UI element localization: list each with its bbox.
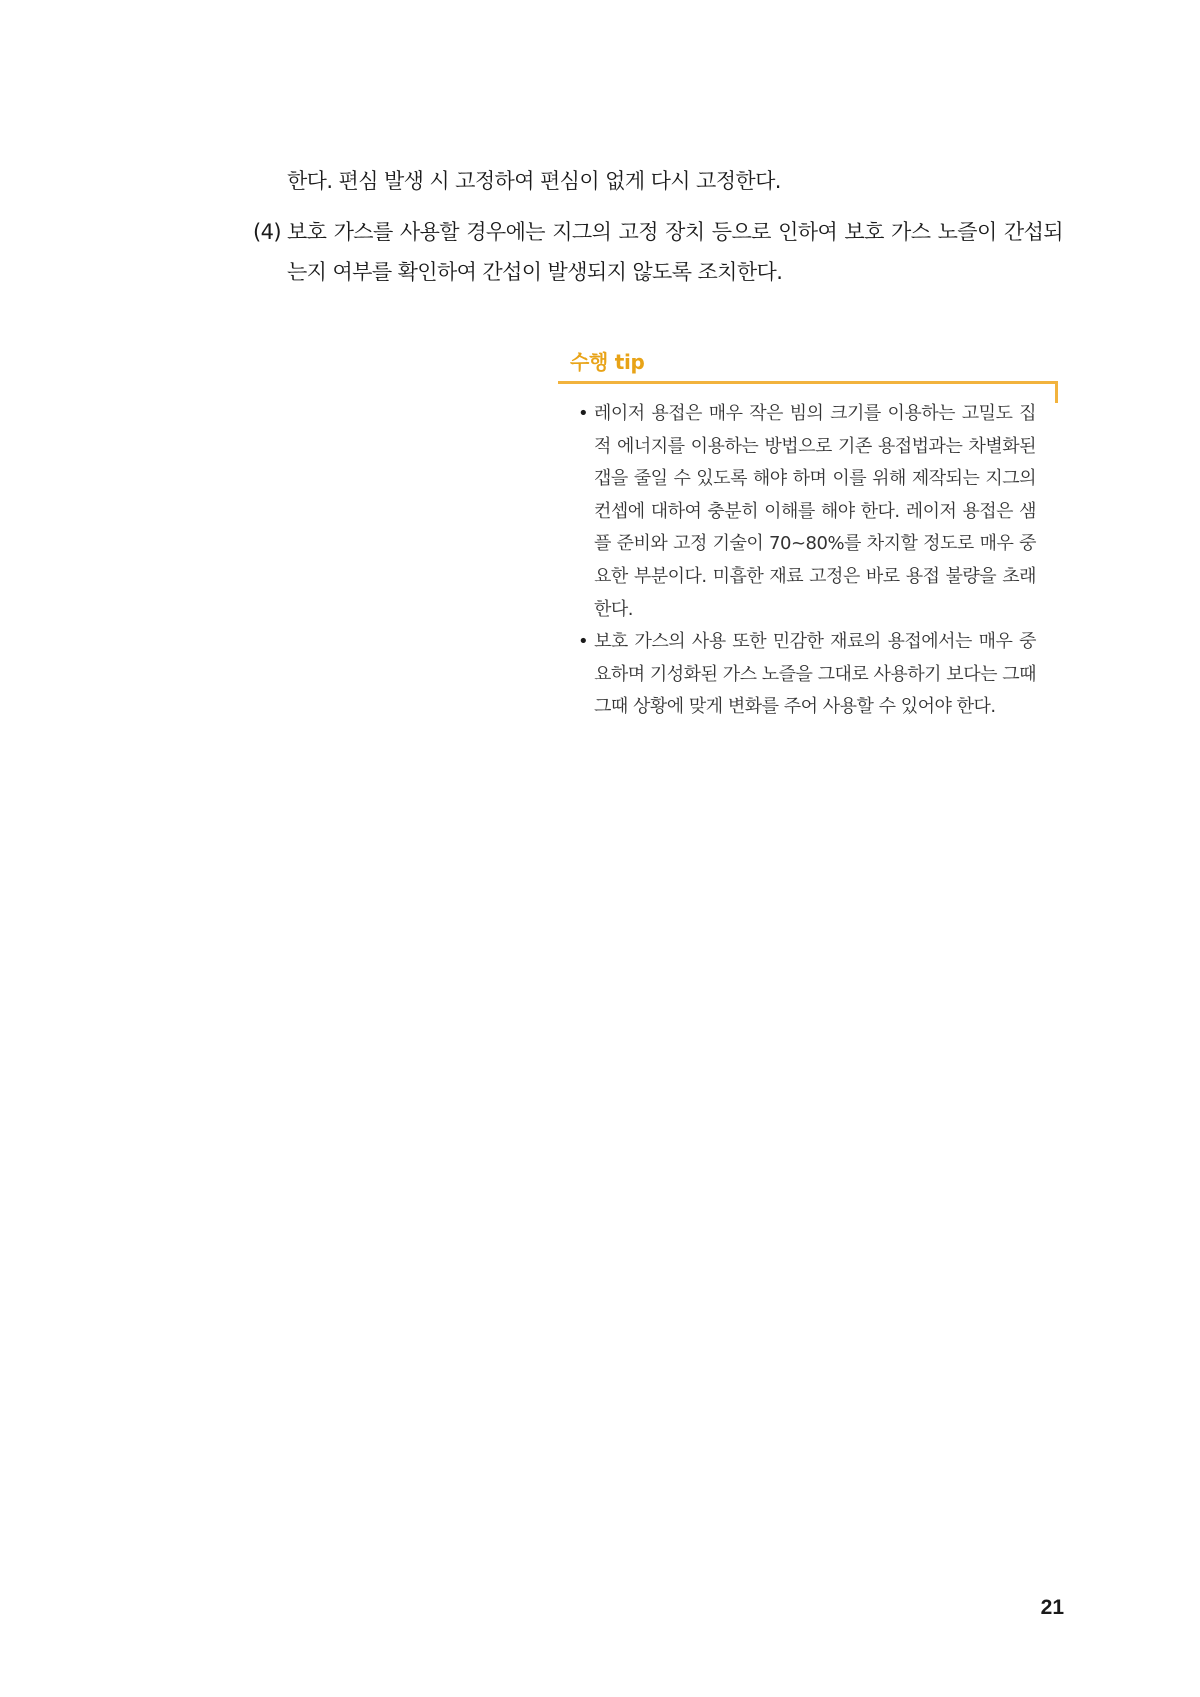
tip-item-text: 보호 가스의 사용 또한 민감한 재료의 용접에서는 매우 중요하며 기성화된 가스 노즐을 그대로 사용하기 보다는 그때그때 상황에 맞게 변화를 주어 사용할 수 있어야 한다. — [594, 631, 1036, 718]
tip-item-1 — [580, 398, 1036, 626]
bullet-icon: • — [578, 403, 589, 424]
list-item-number: (4) — [253, 220, 281, 244]
tip-item-text: 레이저 용접은 매우 작은 빔의 크기를 이용하는 고밀도 집적 에너지를 이용하는 방법으로 기존 용접법과는 차별화된 갭을 줄일 수 있도록 해야 하며 이를 위해 제작되는 지그의 컨셉에 대하여 충분히 이해를 해야 한다. 레이저 용접은 샘플 준비와 고정 기술이 70~80%를 차지할 정도로 매우 중요한 부분이다. 미흡한 재료 고정은 바로 용접 불량을 초래한다. — [594, 403, 1036, 620]
list-item-4 — [253, 212, 1063, 292]
tip-divider — [558, 381, 1058, 384]
tip-title: 수행 tip — [570, 350, 645, 374]
page-number: 21 — [1040, 1596, 1064, 1619]
bullet-icon: • — [578, 631, 589, 653]
tip-item-2 — [580, 626, 1036, 724]
tip-list — [580, 398, 1036, 724]
body-continued-line: 한다. 편심 발생 시 고정하여 편심이 없게 다시 고정한다. — [287, 169, 781, 193]
list-item-text: 보호 가스를 사용할 경우에는 지그의 고정 장치 등으로 인하여 보호 가스 노즐이 간섭되는지 여부를 확인하여 간섭이 발생되지 않도록 조치한다. — [287, 220, 1063, 284]
tip-divider-corner — [1055, 381, 1058, 403]
